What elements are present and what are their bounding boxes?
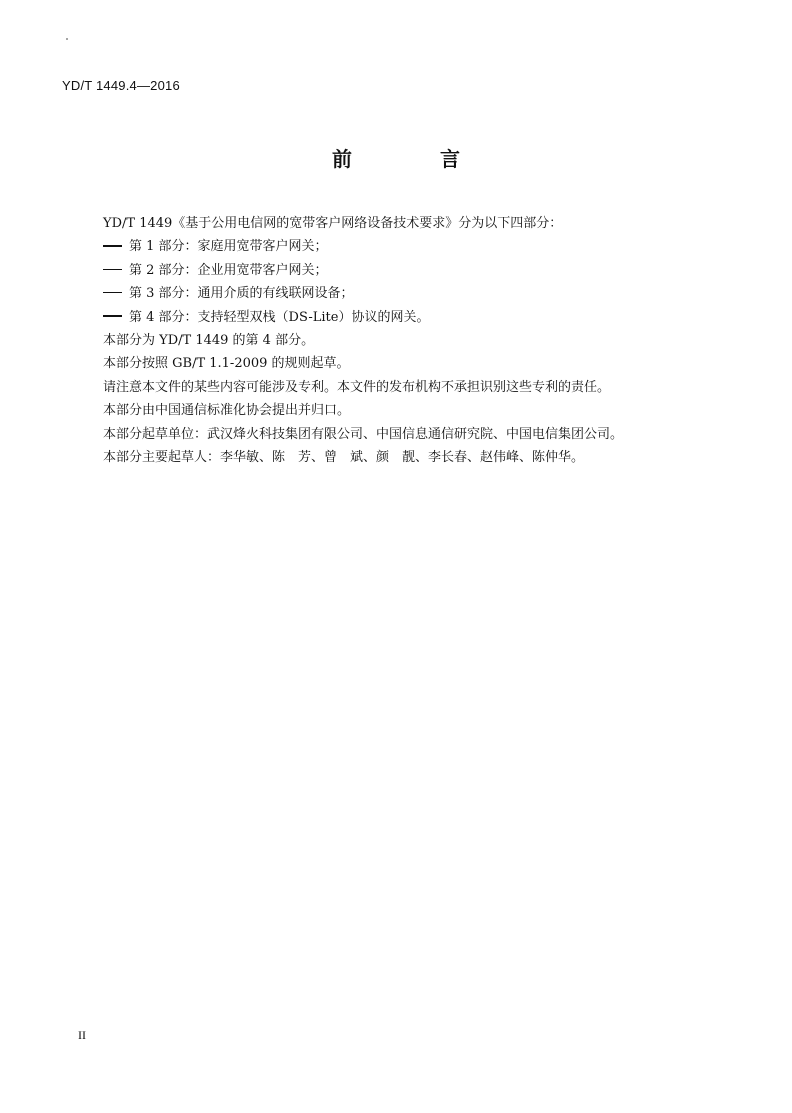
scan-speck [66,38,68,40]
list-item [103,282,743,305]
foreword-body [103,212,743,469]
dash-marker [103,245,122,246]
list-item-text: 第 1 部分：家庭用宽带客户网关； [129,239,328,255]
page-number: II [78,1028,86,1042]
document-code: YD/T 1449.4—2016 [62,78,180,93]
list-item-text: 第 3 部分：通用介质的有线联网设备； [129,286,354,302]
list-item [103,306,743,329]
dash-marker [103,269,122,270]
list-item [103,259,743,282]
statement-drafting-rules: 本部分按照 GB/T 1.1-2009 的规则起草。 [103,356,350,372]
dash-marker [103,315,122,316]
list-item [103,235,743,258]
statement-drafting-units: 本部分起草单位：武汉烽火科技集团有限公司、中国信息通信研究院、中国电信集团公司。 [103,426,624,442]
statement-part-number: 本部分为 YD/T 1449 的第 4 部分。 [103,333,315,349]
page-title: 前 言 [332,147,494,171]
statement-drafters: 本部分主要起草人：李华敏、陈 芳、曾 斌、颜 靓、李长春、赵伟峰、陈仲华。 [103,450,585,466]
statement-proposer: 本部分由中国通信标准化协会提出并归口。 [103,403,351,419]
parts-list [103,235,743,329]
dash-marker [103,292,122,293]
statement-patent-notice: 请注意本文件的某些内容可能涉及专利。本文件的发布机构不承担识别这些专利的责任。 [103,379,611,395]
list-item-text: 第 4 部分：支持轻型双栈（DS-Lite）协议的网关。 [129,309,430,325]
intro-paragraph: YD/T 1449《基于公用电信网的宽带客户网络设备技术要求》分为以下四部分： [103,216,563,231]
list-item-text: 第 2 部分：企业用宽带客户网关； [129,262,328,278]
